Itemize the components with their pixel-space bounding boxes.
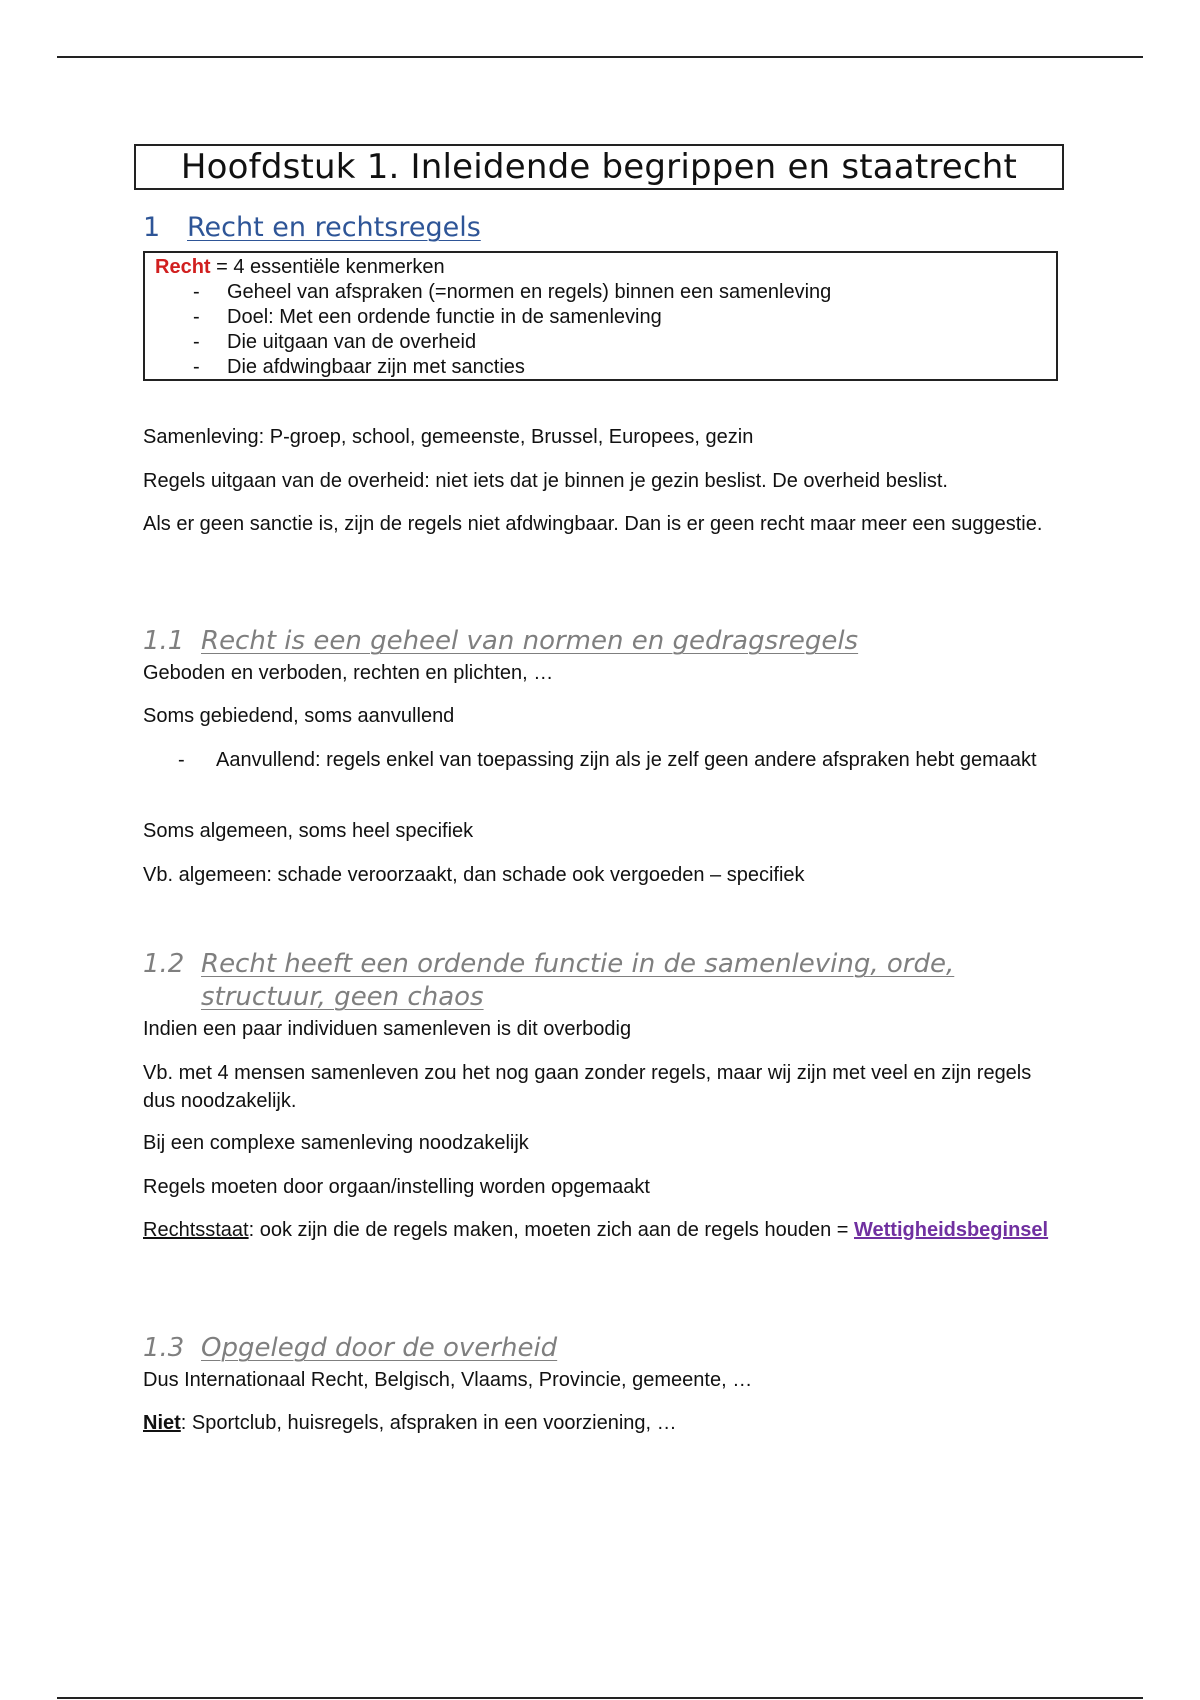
footer-rule (57, 1697, 1143, 1699)
paragraph: Soms gebiedend, soms aanvullend (143, 705, 455, 727)
paragraph (143, 1216, 1063, 1244)
paragraph: Geboden en verboden, rechten en plichten, … (143, 662, 554, 684)
section-1-1-heading (143, 625, 1063, 658)
section-1-2-number: 1.2 (143, 949, 185, 979)
paragraph: Regels moeten door orgaan/instelling worden opgemaakt (143, 1176, 650, 1198)
paragraph (143, 1409, 1063, 1437)
section-1-title: Recht en rechtsregels (187, 212, 481, 243)
definition-line (155, 255, 1056, 280)
niet-text: : Sportclub, huisregels, afspraken in een voorziening, … (180, 1412, 677, 1434)
rechtsstaat-term: Rechtsstaat (143, 1219, 249, 1241)
paragraph: Indien een paar individuen samenleven is dit overbodig (143, 1018, 632, 1040)
definition-term: Recht (155, 256, 211, 278)
definition-item: - Geheel van afspraken (=normen en regels) binnen een samenleving (155, 280, 1056, 305)
paragraph: Als er geen sanctie is, zijn de regels niet afdwingbaar. Dan is er geen recht maar meer een suggestie. (143, 513, 1043, 535)
section-1-2-title: Recht heeft een ordende functie in de samenleving, orde, structuur, geen chaos (201, 949, 955, 1012)
definition-box (143, 251, 1058, 381)
paragraph: Dus Internationaal Recht, Belgisch, Vlaams, Provincie, gemeente, … (143, 1369, 753, 1391)
section-1-number: 1 (143, 212, 161, 243)
paragraph: Soms algemeen, soms heel specifiek (143, 820, 474, 842)
bullet-dash: - (178, 749, 185, 771)
header-rule (57, 56, 1143, 58)
niet-term: Niet (143, 1412, 181, 1434)
paragraph: Vb. met 4 mensen samenleven zou het nog gaan zonder regels, maar wij zijn met veel en zijn regels dus noodzakelijk. (143, 1062, 1032, 1112)
wettigheidsbeginsel-link[interactable]: Wettigheidsbeginsel (854, 1219, 1049, 1241)
definition-list (155, 280, 1056, 380)
section-1-2-heading (143, 948, 983, 1014)
paragraph: Regels uitgaan van de overheid: niet iets dat je binnen je gezin beslist. De overheid beslist. (143, 470, 948, 492)
chapter-title-text: Hoofdstuk 1. Inleidende begrippen en staatrecht (180, 147, 1018, 187)
section-1-heading (143, 212, 481, 243)
definition-item: - Doel: Met een ordende functie in de samenleving (155, 305, 1056, 330)
paragraph: Bij een complexe samenleving noodzakelijk (143, 1132, 529, 1154)
section-1-1-number: 1.1 (143, 626, 185, 656)
definition-item: - Die uitgaan van de overheid (155, 330, 1056, 355)
chapter-title (134, 144, 1064, 190)
bullet-text: Aanvullend: regels enkel van toepassing zijn als je zelf geen andere afspraken hebt gemaakt (216, 749, 1037, 771)
section-1-3-number: 1.3 (143, 1333, 185, 1363)
rechtsstaat-text: : ook zijn die de regels maken, moeten zich aan de regels houden = (248, 1219, 854, 1241)
paragraph: Samenleving: P-groep, school, gemeenste, Brussel, Europees, gezin (143, 426, 754, 448)
definition-item: - Die afdwingbaar zijn met sancties (155, 355, 1056, 380)
paragraph: Vb. algemeen: schade veroorzaakt, dan schade ook vergoeden – specifiek (143, 864, 805, 886)
section-1-3-title: Opgelegd door de overheid (201, 1333, 558, 1363)
section-1-3-heading (143, 1332, 1063, 1365)
definition-intro: = 4 essentiële kenmerken (210, 256, 445, 278)
section-1-1-title: Recht is een geheel van normen en gedragsregels (201, 626, 859, 656)
bullet-item (178, 746, 1048, 774)
